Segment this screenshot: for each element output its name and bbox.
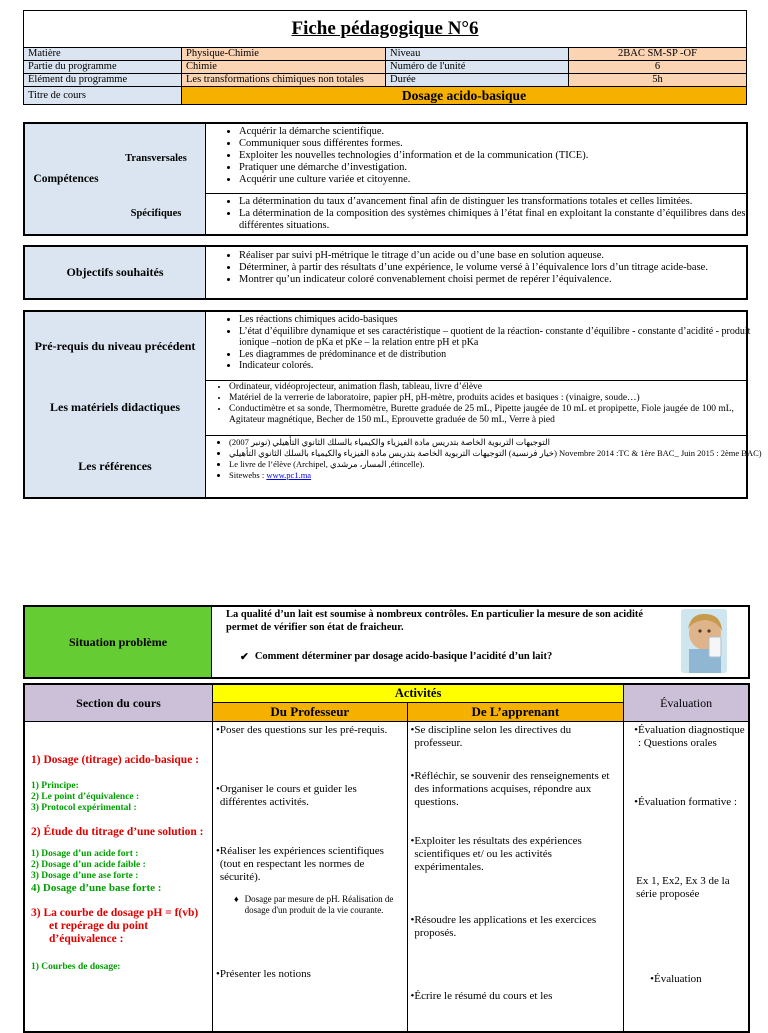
competences-section bbox=[23, 122, 748, 236]
transversales-item: • Acquérir une culture variée et citoyenne. bbox=[239, 174, 768, 186]
section-cell bbox=[24, 722, 213, 1032]
objectif-item: • Réaliser par suivi pH-métrique le titrage d’un acide ou d’une base en solution aqueuse. bbox=[239, 250, 768, 262]
prof-item-3: • Réaliser les expériences scientifiques (tout en respectant les normes de sécurité). bbox=[216, 845, 384, 883]
evaluation-item-3: Ex 1, Ex2, Ex 3 de la série proposée bbox=[636, 875, 730, 900]
col-apprenant-header: De L’apprenant bbox=[407, 703, 624, 722]
transversales-item: • Acquérir la démarche scientifique. bbox=[239, 126, 768, 138]
section-1-items bbox=[31, 781, 207, 814]
titre-value: Dosage acido-basique bbox=[182, 87, 747, 105]
prerequis-list bbox=[205, 314, 768, 372]
materiels-label: Les matériels didactiques bbox=[25, 380, 206, 436]
section-heading-3: 3) La courbe de dosage pH = f(vb) et repérage du point d’équivalence : bbox=[31, 907, 199, 945]
site-link[interactable]: www.pc1.ma bbox=[266, 470, 312, 480]
element-label: Élément du programme bbox=[24, 74, 182, 87]
reference-item: • Le livre de l’élève (Archipel, المسار، مرشدي ,étincelle). bbox=[229, 459, 768, 470]
partie-label: Partie du programme bbox=[24, 61, 182, 74]
element-value: Les transformations chimiques non totales bbox=[182, 74, 386, 87]
prerequis-item: • L’état d’équilibre dynamique et ses caractéristique – quotient de la réaction- constante d’équilibre - constante d’acidité - produit ionique –notion de pKa et pKe – la relation entre pH et pKa bbox=[239, 326, 768, 349]
page-title: Fiche pédagogique N°6 bbox=[23, 10, 747, 47]
duree-value: 5h bbox=[569, 74, 747, 87]
prof-item-4: • Présenter les notions bbox=[216, 968, 311, 980]
objectifs-section bbox=[23, 245, 748, 300]
prerequis-item: • Indicateur colorés. bbox=[239, 360, 768, 372]
header-table bbox=[23, 47, 747, 105]
competences-label: Compétences bbox=[25, 124, 108, 234]
unite-label: Numéro de l'unité bbox=[386, 61, 569, 74]
prof-item-2: • Organiser le cours et guider les différentes activités. bbox=[216, 783, 357, 808]
situation-question: Comment déterminer par dosage acido-basique l’acidité d’un lait? bbox=[254, 651, 553, 662]
references-list bbox=[205, 437, 768, 481]
evaluation-cell bbox=[624, 722, 749, 1032]
apprenant-item-4: • Résoudre les applications et les exercices proposés. bbox=[410, 914, 597, 939]
evaluation-item-1: • Évaluation diagnostique : Questions orales bbox=[634, 724, 745, 749]
prerequis-item: • Les diagrammes de prédominance et de distribution bbox=[239, 349, 768, 361]
col-section-header: Section du cours bbox=[24, 684, 213, 722]
col-activites-header: Activités bbox=[213, 684, 624, 703]
niveau-value: 2BAC SM-SP -OF bbox=[569, 48, 747, 61]
reference-item: • التوجيهات التربوية الخاصة بتدريس مادة الفيزياء والكيمياء بالسلك الثانوي التأهيلي (نونبر 2007) bbox=[229, 437, 768, 448]
section-content bbox=[31, 754, 207, 973]
prof-cell bbox=[213, 722, 408, 1032]
evaluation-item-2: • Évaluation formative : bbox=[634, 796, 737, 808]
materiels-list bbox=[205, 382, 768, 426]
duree-label: Durée bbox=[386, 74, 569, 87]
apprenant-item-5: • Écrire le résumé du cours et les bbox=[410, 990, 553, 1002]
transversales-list bbox=[205, 126, 768, 186]
materiel-item: • Conductimètre et sa sonde, Thermomètre, Burette graduée de 25 mL, Pipette jaugée de 10 mL et propipette, Fiole jaugée de 100 mL, Agitateur magnétique, Becher de 150 mL, Eprouvette graduée de 50 mL, Verre à pied bbox=[229, 404, 768, 426]
apprenant-item-2: • Réfléchir, se souvenir des renseignements et des informations acquises, répondre aux questions. bbox=[410, 770, 610, 808]
reference-item: • خيار فرنسية) التوجيهات التربوية الخاصة بتدريس مادة الفيزياء والكيمياء بالسلك الثانوي التأهيلي) Novembre 2014 :TC & 1ère BAC_ Juin 2015 : 2ème BAC) bbox=[229, 448, 768, 459]
titre-label: Titre de cours bbox=[24, 87, 182, 105]
section-heading-2: 2) Étude du titrage d’une solution : bbox=[31, 826, 204, 838]
section-3-subitem: 1) Courbes de dosage: bbox=[31, 962, 121, 972]
situation-section bbox=[23, 605, 750, 679]
section-3-items bbox=[31, 962, 207, 973]
section-2-subitem: 4) Dosage d’une base forte : bbox=[31, 882, 162, 894]
apprenant-item-3: • Exploiter les résultats des expériences scientifiques et/ ou les activités expérimentales. bbox=[410, 835, 582, 873]
unite-value: 6 bbox=[569, 61, 747, 74]
specifiques-item: • La détermination du taux d’avancement final afin de distinguer les transformations totales et celles limitées. bbox=[239, 196, 768, 208]
section-2-subitem: 3) Dosage d’une ase forte : bbox=[31, 871, 139, 881]
transversales-item: • Exploiter les nouvelles technologies d’information et de la communication (TICE). bbox=[239, 150, 768, 162]
references-label: Les références bbox=[25, 435, 206, 497]
transversales-item: • Communiquer sous différentes formes. bbox=[239, 138, 768, 150]
apprenant-item-1: • Se discipline selon les directives du professeur. bbox=[410, 724, 572, 749]
reference-item: • Sitewebs : www.pc1.ma bbox=[229, 470, 768, 481]
situation-label: Situation problème bbox=[25, 607, 212, 677]
evaluation-item-4: • Évaluation bbox=[650, 973, 702, 985]
objectif-item: • Montrer qu’un indicateur coloré convenablement choisi permet de repérer l’équivalence. bbox=[239, 274, 768, 286]
prof-content bbox=[216, 724, 402, 981]
section-2-subitem: 1) Dosage d’un acide fort : bbox=[31, 849, 139, 859]
objectifs-label: Objectifs souhaités bbox=[25, 247, 206, 298]
materiel-item: • Matériel de la verrerie de laboratoire, papier pH, pH-mètre, produits acides et basiques : (vinaigre, soude…) bbox=[229, 393, 768, 404]
materiel-item: • Ordinateur, vidéoprojecteur, animation flash, tableau, livre d’élève bbox=[229, 382, 768, 393]
prerequis-label: Pré-requis du niveau précédent bbox=[25, 312, 206, 381]
situation-text: La qualité d’un lait est soumise à nombreux contrôles. En particulier la mesure de son acidité permet de vérifier son état de fraicheur. bbox=[226, 609, 644, 633]
evaluation-content bbox=[634, 724, 746, 986]
child-drinking-milk-photo bbox=[681, 609, 727, 673]
section-1-subitem: 1) Principe: bbox=[31, 781, 79, 791]
apprenant-content bbox=[411, 724, 619, 1003]
situation-question-row bbox=[240, 651, 680, 663]
section-2-items bbox=[31, 849, 207, 895]
specifiques-label: Spécifiques bbox=[107, 193, 206, 234]
col-evaluation-header: Évaluation bbox=[624, 684, 749, 722]
prerequis-item: • Les réactions chimiques acido-basiques bbox=[239, 314, 768, 326]
objectifs-list bbox=[205, 250, 768, 286]
prof-subitem: ♦ Dosage par mesure de pH. Réalisation de dosage d'un produit de la vie courante. bbox=[234, 894, 394, 915]
col-prof-header: Du Professeur bbox=[213, 703, 408, 722]
prof-item-1: • Poser des questions sur les pré-requis. bbox=[216, 724, 388, 736]
section-1-subitem: 3) Protocol expérimental : bbox=[31, 803, 137, 813]
section-2-subitem: 2) Dosage d’un acide faible : bbox=[31, 860, 146, 870]
section-heading-1: 1) Dosage (titrage) acido-basique : bbox=[31, 754, 200, 766]
objectif-item: • Déterminer, à partir des résultats d’une expérience, le volume versé à l’équivalence lors d’un titrage acide-base. bbox=[239, 262, 768, 274]
matiere-label: Matière bbox=[24, 48, 182, 61]
transversales-item: • Pratiquer une démarche d’investigation. bbox=[239, 162, 768, 174]
check-icon: ✔ bbox=[240, 652, 249, 663]
prerequis-materiels-references-block bbox=[23, 310, 762, 499]
transversales-label: Transversales bbox=[107, 124, 206, 194]
specifiques-item: • La détermination de la composition des systèmes chimiques à l’état final en exploitant la constante d’équilibres dans des différentes situations. bbox=[239, 208, 768, 232]
partie-value: Chimie bbox=[182, 61, 386, 74]
matiere-value: Physique-Chimie bbox=[182, 48, 386, 61]
section-1-subitem: 2) Le point d’équivalence : bbox=[31, 792, 140, 802]
course-table bbox=[23, 683, 750, 1033]
niveau-label: Niveau bbox=[386, 48, 569, 61]
apprenant-cell bbox=[407, 722, 624, 1032]
specifiques-list bbox=[205, 196, 768, 232]
